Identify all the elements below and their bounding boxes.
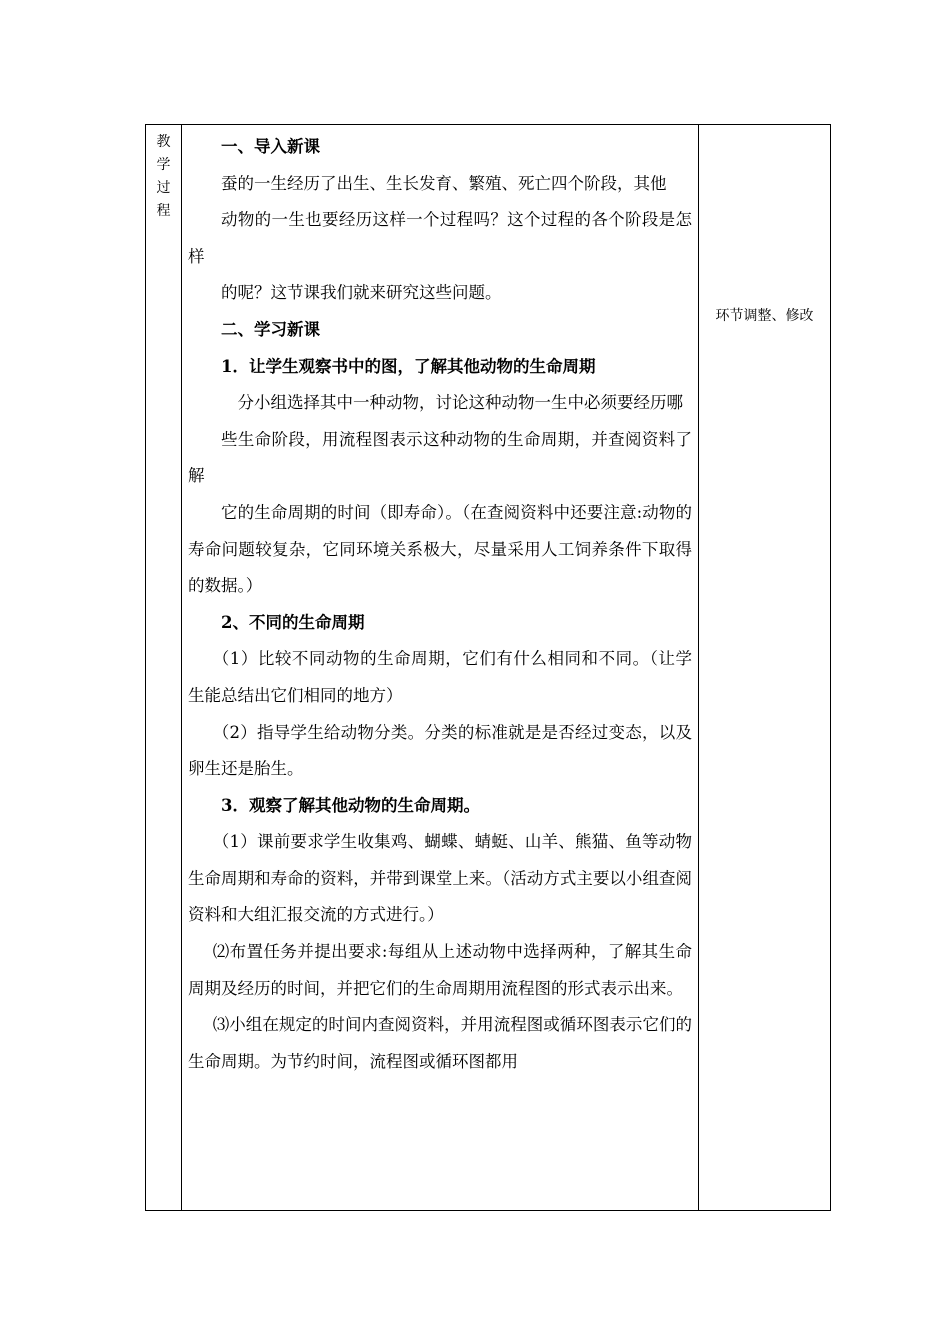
section-heading: 1．让学生观察书中的图，了解其他动物的生命周期 [221,356,596,376]
notes-column [699,125,830,1210]
body-paragraph: （1）课前要求学生收集鸡、蝴蝶、蜻蜓、山羊、熊猫、鱼等动物生命周期和寿命的资料，并带到课堂上来。（活动方式主要以小组查阅资料和大组汇报交流的方式进行。） [188,832,692,925]
body-paragraph: 动物的一生也要经历这样一个过程吗？这个过程的各个阶段是怎样 [188,210,692,266]
adjustment-note: 环节调整、修改 [715,308,814,324]
body-paragraph: （1）比较不同动物的生命周期，它们有什么相同和不同。（让学生能总结出它们相同的地方） [188,649,692,705]
section-label-char: 学 [156,157,171,173]
section-heading: 二、学习新课 [221,319,320,339]
section-heading: 3．观察了解其他动物的生命周期。 [221,795,480,815]
body-paragraph: 些生命阶段，用流程图表示这种动物的生命周期，并查阅资料了解 [188,429,692,486]
section-heading: 2、不同的生命周期 [221,612,365,632]
body-paragraph: ⑶小组在规定的时间内查阅资料，并用流程图或循环图表示它们的生命周期。为节约时间，流程图或循环图都用 [188,1015,692,1071]
section-label-char: 教 [156,134,171,150]
body-paragraph: （2）指导学生给动物分类。分类的标准就是是否经过变态，以及卵生还是胎生。 [188,722,692,779]
section-label-char: 程 [156,203,171,219]
body-paragraph: 的呢？这节课我们就来研究这些问题。 [221,283,502,303]
body-paragraph: ⑵布置任务并提出要求:每组从上述动物中选择两种，了解其生命周期及经历的时间，并把它们的生命周期用流程图的形式表示出来。 [188,942,692,998]
lesson-plan-table [145,124,831,1211]
teaching-process-content [182,125,699,1210]
body-paragraph: 蚕的一生经历了出生、生长发育、繁殖、死亡四个阶段，其他 [221,173,667,193]
section-label-cell [146,125,182,1210]
section-heading: 一、导入新课 [221,137,320,156]
body-paragraph: 分小组选择其中一种动物，讨论这种动物一生中必须要经历哪 [237,393,683,413]
section-label-char: 过 [156,180,171,196]
body-paragraph: 它的生命周期的时间（即寿命）。（在查阅资料中还要注意:动物的寿命问题较复杂，它同环境关系极大，尽量采用人工饲养条件下取得的数据。） [188,502,692,596]
